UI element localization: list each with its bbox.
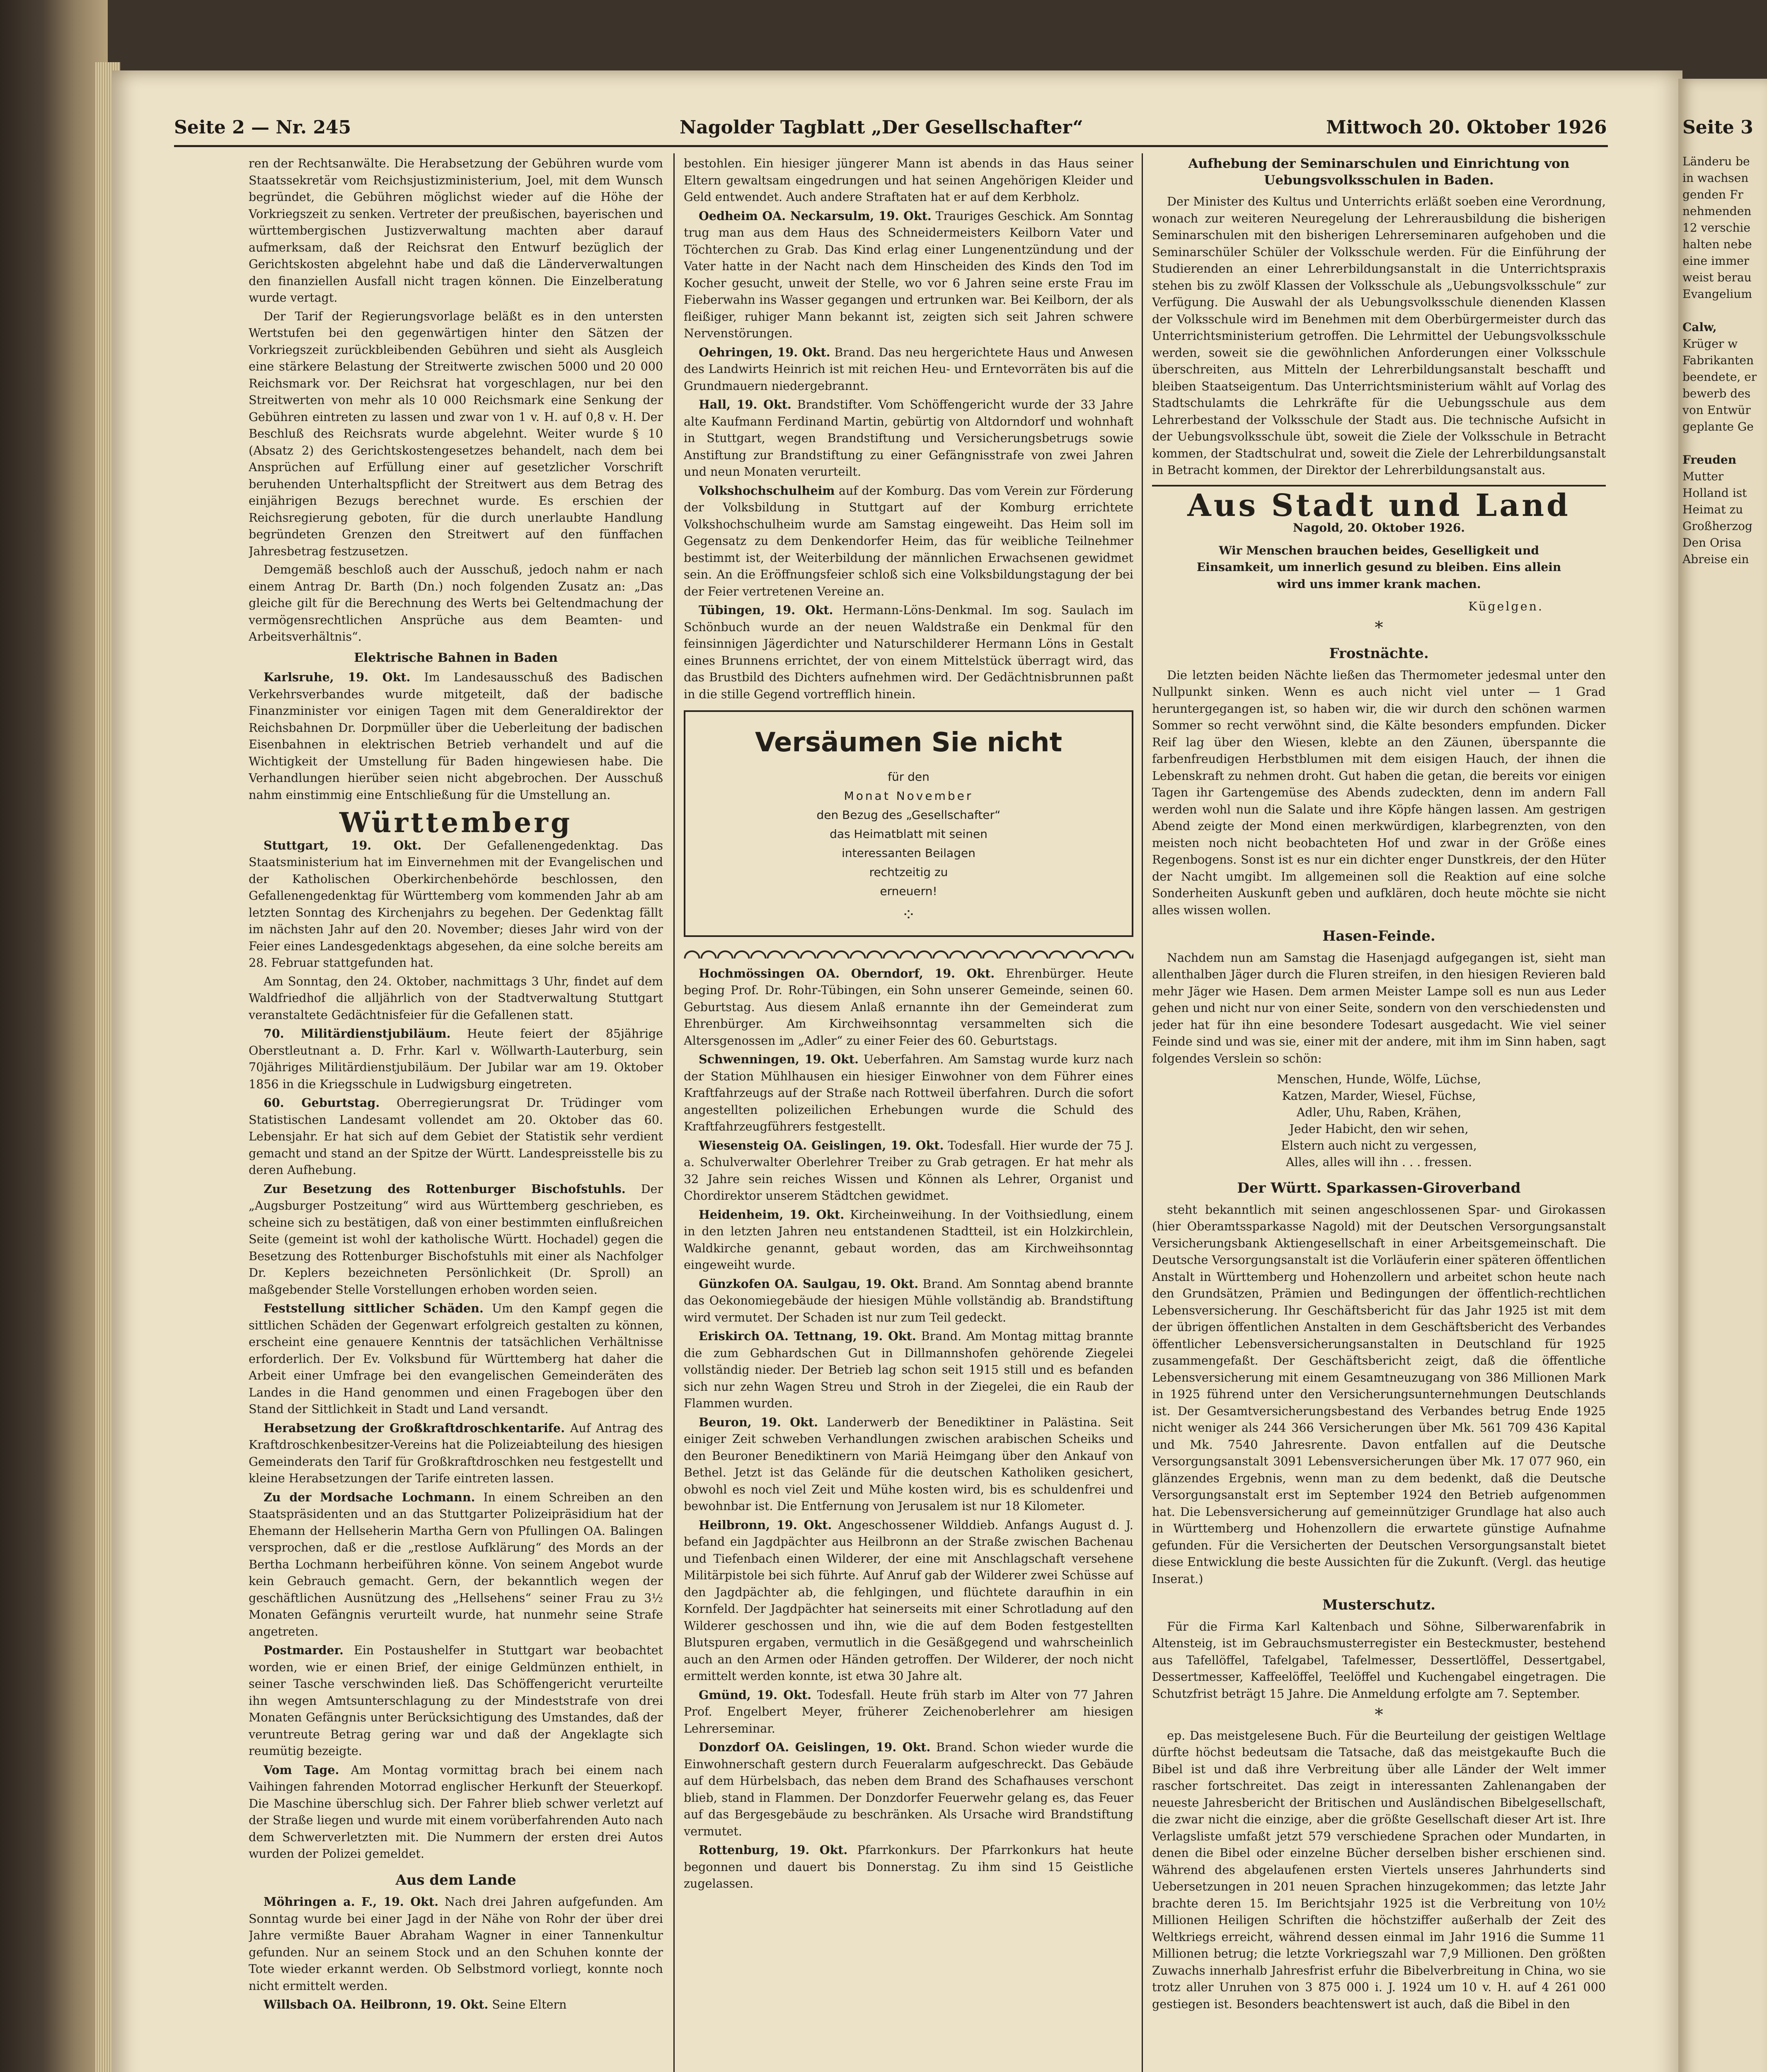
article-lead: Volkshochschulheim — [699, 483, 835, 498]
article-paragraph: Der Minister des Kultus und Unterrichts erläßt soeben eine Verordnung, wonach zur weiteren Neuregelung der Lehrerausbildung die bisherigen Seminarschulen mit den bisherigen Lehrerseminaren aufgehoben und die Seminarschüler Schüler der Volksschule werden. Für die Einführung der Studierenden an einer Lehrerbildungsanstalt in die Unterrichtspraxis stehen bis zu zwölf Klassen der Volksschule als „Uebungsvolksschule“ zur Verfügung. Die Auswahl der als Uebungsvolksschule dienenden Klassen der Volksschule wird im Benehmen mit dem Oberbürgermeister durch das Unterrichtsministerium getroffen. Die Lehrmittel der Uebungsvolksschule werden, soweit sie die gewöhnlichen Anforderungen einer Volksschule überschreiten, aus Mitteln der Lehrerbildungsanstalt beschafft und bleiben Staatseigentum. Das Unterrichtsministerium wählt auf Vorlag des Stadtschulamts die Lehrkräfte für die Uebungsschule aus dem Lehrerbestand der Volksschule der Stadt aus. Die technische Aufsicht in der Uebungsvolksschule übt, soweit die Ziele der Volksschule in Betracht kommen, der Stadtschulrat und, soweit die Ziele der Lehrerbildungsanstalt in Betracht kommen, der Direktor der Lehrerbildungsanstalt aus. — [1152, 195, 1606, 477]
article-lead: Stuttgart, 19. Okt. — [264, 838, 422, 852]
article-paragraph — [249, 1181, 663, 1299]
next-page-text — [1682, 153, 1767, 568]
next-page-line: weist berau — [1682, 271, 1752, 284]
article-lead: Postmarder. — [264, 1643, 344, 1657]
article-body: Im Landesausschuß des Badischen Verkehrsverbandes wurde mitgeteilt, daß der badische Finanzminister vor einigen Tagen mit dem Generaldirektor der Reichsbahnen Dr. Dorpmüller über die Ueberleitung der badischen Eisenbahnen in elektrischen Betrieb verhandelt und auf die Wichtigkeit der Umstellung für Baden hingewiesen habe. Die Verhandlungen hierüber seien nicht abgebrochen. Der Ausschuß nahm einstimmig eine Entschließung für die Umstellung an. — [249, 670, 663, 802]
article-paragraph — [684, 965, 1133, 1050]
section-heading: Elektrische Bahnen in Baden — [354, 650, 558, 665]
article-body: Brand. Das neu hergerichtete Haus und Anwesen des Landwirts Heinrich ist mit reichen Heu- und Erntevorräten bis auf die Grundmauern niedergebrannt. — [684, 345, 1133, 393]
article-lead: Heilbronn, 19. Okt. — [699, 1518, 832, 1532]
article-body: Trauriges Geschick. Am Sonntag trug man aus dem Haus des Schneidermeisters Keilborn Vater und Töchterchen zu Grab. Das Kind erlag einer Lungenentzündung und der Vater hatte in der Nacht nach dem Hinscheiden des Kinds den Tod im Kocher gesucht, unweit der Stelle, wo vor 6 Jahren seine erste Frau im Fieberwahn ins Wasser gegangen und ertrunken war. Bei Keilborn, der als fleißiger, ruhiger Mann bekannt ist, zeigten sich seit Jahren schwere Nervenstörungen. — [684, 209, 1133, 340]
advert-line: Monat November — [844, 789, 973, 803]
column-3 — [1152, 155, 1606, 2072]
article-body: Brand. Schon wieder wurde die Einwohnerschaft gestern durch Feueralarm aufgeschreckt. Das Gebäude auf dem Hürbelsbach, das neben dem Brand des Schafhauses verschont blieb, stand in Flammen. Der Donzdorfer Feuerwehr gelang es, das Feuer auf das Bergesgebäude zu beschränken. Als Ursache wird Brandstiftung vermutet. — [684, 1740, 1133, 1838]
article-body: Pfarrkonkurs. Der Pfarrkonkurs hat heute begonnen und dauert bis Donnerstag. Zu ihm sind 15 Geistliche zugelassen. — [684, 1843, 1133, 1890]
article-paragraph — [249, 1300, 663, 1418]
column-1 — [249, 155, 663, 2072]
article-body: Ein Postaushelfer in Stuttgart war beobachtet worden, wie er einen Brief, der einige Geldmünzen enthielt, in seiner Tasche verschwinden ließ. Das Schöffengericht verurteilte ihn wegen Amtsunterschlagung zu der Mindeststrafe von drei Monaten Gefängnis unter Berücksichtigung des Umstandes, daß der veruntreute Betrag gering war und daß der Angeklagte sich reumütig bezeigte. — [249, 1644, 663, 1758]
issue-date: Mittwoch 20. Oktober 1926 — [1326, 117, 1607, 138]
article-lead: Willsbach OA. Heilbronn, 19. Okt. — [264, 1997, 489, 2011]
section-heading: Frostnächte. — [1329, 645, 1429, 662]
article-body: Ehrenbürger. Heute beging Prof. Dr. Rohr-Tübingen, ein Sohn unserer Gemeinde, seinen 60. Geburtstag. Aus diesem Anlaß ernannte ihn der Gemeinderat zum Ehrenbürger. Am Kirchweihsonntag versammelten sich die Altersgenossen im „Adler“ zu einer Feier des 60. Geburtstags. — [684, 966, 1133, 1048]
next-page-line: Länderu be — [1682, 155, 1750, 168]
epigraph: Wir Menschen brauchen beides, Geselligkeit und Einsamkeit, um innerlich gesund zu bleiben. Eins allein wird uns immer krank machen. — [1196, 543, 1561, 591]
next-page-line — [1682, 303, 1767, 319]
article-paragraph — [249, 837, 663, 972]
article-paragraph — [249, 1762, 663, 1863]
article-lead: Schwenningen, 19. Okt. — [699, 1052, 859, 1066]
article-body: Heute feiert der 85jährige Oberstleutnant a. D. Frhr. Karl v. Wöllwarth-Lauterburg, sein 70jähriges Militärdienstjubiläum. Der Jubilar war am 19. Oktober 1856 in die Kriegsschule in Ludwigsburg eingetreten. — [249, 1027, 663, 1091]
article-lead: Vom Tage. — [264, 1762, 339, 1777]
poem-line: Adler, Uhu, Raben, Krähen, — [1296, 1106, 1462, 1119]
article-body: In einem Schreiben an den Staatspräsidenten und an das Stuttgarter Polizeipräsidium hat der Ehemann der Hellseherin Martha Gern von Pfullingen OA. Balingen versprochen, daß er die „restlose Aufklärung“ des Mords an der Bertha Lochmann herbeiführen könne. Von seinem Angebot wurde kein Gebrauch gemacht. Gern, der bekanntlich wegen der geschäftlichen Ausnützung des „Hellsehens“ seiner Frau zu 3½ Monaten Gefängnis verurteilt wurde, hat nunmehr seine Strafe angetreten. — [249, 1490, 663, 1639]
article-body: Seine Eltern — [488, 1998, 567, 2011]
region-heading: Württemberg — [339, 806, 573, 839]
article-lead: Wiesensteig OA. Geislingen, 19. Okt. — [699, 1138, 944, 1152]
next-page-line: Großherzog — [1682, 519, 1752, 533]
article-lead: 60. Geburtstag. — [264, 1096, 380, 1110]
next-page-line: eine immer — [1682, 254, 1750, 268]
section-rule — [1152, 485, 1606, 487]
article-lead: Hall, 19. Okt. — [699, 397, 792, 411]
article-paragraph — [249, 669, 663, 804]
article-body: Landerwerb der Benediktiner in Palästina. Seit einiger Zeit schweben Verhandlungen zwischen arabischen Scheiks und den Beuroner Benediktinern von Mariä Heimgang über den Ankauf von Bethel. Jetzt ist das Gelände für die deutschen Katholiken gesichert, obwohl es noch viel Zeit und Mühe kosten wird, bis es schuldenfrei und bewohnbar ist. Die Entfernung von Jerusalem ist nur 18 Kilometer. — [684, 1415, 1133, 1513]
article-lead: Hochmössingen OA. Oberndorf, 19. Okt. — [699, 966, 995, 980]
article-lead: Karlsruhe, 19. Okt. — [264, 670, 411, 684]
section-heading: Der Württ. Sparkassen-Giroverband — [1237, 1180, 1521, 1196]
article-lead: Heidenheim, 19. Okt. — [699, 1207, 845, 1222]
next-page-line: in wachsen — [1682, 171, 1749, 185]
article-body: Todesfall. Heute früh starb im Alter von 77 Jahren Prof. Engelbert Meyer, früherer Zeichenoberlehrer am hiesigen Lehrerseminar. — [684, 1688, 1133, 1736]
article-paragraph: Am Sonntag, den 24. Oktober, nachmittags 3 Uhr, findet auf dem Waldfriedhof die alljährlich von der Stadtverwaltung Stuttgart veranstaltete Gedächtnisfeier für die Gefallenen statt. — [249, 974, 663, 1022]
local-news-heading: Aus Stadt und Land — [1187, 487, 1571, 523]
article-body: Oberregierungsrat Dr. Trüdinger vom Statistischen Landesamt vollendet am 20. Oktober das 60. Lebensjahr. Er hat sich auf dem Gebiet der Statistik sehr verdient gemacht und stand an der Spitze der Württ. Landespreisstelle bis zu deren Aufhebung. — [249, 1096, 663, 1177]
next-page-line: halten nebe — [1682, 237, 1752, 251]
next-page-line: genden Fr — [1682, 188, 1743, 201]
article-lead: Möhringen a. F., 19. Okt. — [264, 1895, 439, 1909]
article-lead: 70. Militärdienstjubiläum. — [264, 1026, 451, 1041]
article-body: Brand. Am Montag mittag brannte die zum Gebhardschen Gut in Dillmannshofen gehörende Ziegelei vollständig nieder. Der Betrieb lag schon seit 1915 still und es befanden sich nur zehn Wagen Streu und Stroh in der Ziegelei, die ein Raub der Flammen wurden. — [684, 1329, 1133, 1410]
article-paragraph — [684, 1328, 1133, 1412]
page-number: Seite 2 — Nr. 245 — [174, 117, 351, 138]
article-lead: Tübingen, 19. Okt. — [699, 603, 833, 617]
next-page-line: Abreise ein — [1682, 552, 1749, 566]
article-lead: Zu der Mordsache Lochmann. — [264, 1490, 475, 1504]
article-paragraph — [249, 1642, 663, 1760]
article-lead: Donzdorf OA. Geislingen, 19. Okt. — [699, 1740, 931, 1754]
article-lead: Gmünd, 19. Okt. — [699, 1687, 812, 1702]
separator-star: * — [1375, 1705, 1383, 1724]
dateline-text: Nagold, 20. Oktober 1926. — [1293, 521, 1465, 535]
next-page-line: Den Orisa — [1682, 536, 1742, 549]
article-paragraph — [684, 482, 1133, 600]
article-paragraph — [684, 1517, 1133, 1685]
article-body: Der Gefallenengedenktag. Das Staatsministerium hat im Einvernehmen mit der Evangelischen und der Katholischen Oberkirchenbehörde beschlossen, den Gefallenengedenktag für Württemberg vom kommenden Jahr ab am letzten Sonntag des Kirchenjahrs zu begehen. Der Gedenktag fällt im nächsten Jahr auf den 20. November; dieses Jahr wird von der Feier eines Landesgedenktags abgesehen, da eine solche bereits am 28. Februar stattgefunden hat. — [249, 838, 663, 970]
article-body: Nach drei Jahren aufgefunden. Am Sonntag wurde bei einer Jagd in der Nähe von Rohr der über drei Jahre vermißte Bauer Abraham Wagner in einer Tannenkultur gefunden. Nur an seinem Stock und an den Schuhen konnte der Tote wieder erkannt werden. Ob Selbstmord vorliegt, konnte noch nicht ermittelt werden. — [249, 1895, 663, 1993]
article-body: Um den Kampf gegen die sittlichen Schäden der Gegenwart erfolgreich gestalten zu können, erscheint eine genauere Kenntnis der tatsächlichen Verhältnisse erforderlich. Der Ev. Volksbund für Württemberg hat daher die Arbeit einer Umfrage bei den evangelischen Gemeinderäten des Landes in die Hand genommen und einen Fragebogen über den Stand der Sittlichkeit in Stadt und Land versandt. — [249, 1302, 663, 1416]
header-rule — [174, 145, 1608, 147]
advert-line: den Bezug des „Gesellschafter“ — [816, 808, 1001, 822]
article-paragraph — [249, 1025, 663, 1093]
next-page-edge — [1678, 79, 1767, 2072]
article-paragraph: Für die Firma Karl Kaltenbach und Söhne, Silberwarenfabrik in Altensteig, ist im Gebrauchsmusterregister ein Besteckmuster, bestehend aus Tafellöffel, Tafelgabel, Tafelmesser, Dessertlöffel, Dessertgabel, Dessertmesser, Kaffeelöffel, Teelöffel und Kuchengabel eingetragen. Die Schutzfrist beträgt 15 Jahre. Die Anmeldung erfolgte am 7. September. — [1152, 1619, 1606, 1701]
article-paragraph — [684, 1206, 1133, 1274]
next-page-line — [1682, 435, 1767, 452]
next-page-line: Freuden — [1682, 453, 1737, 467]
article-body: Am Montag vormittag brach bei einem nach Vaihingen fahrenden Motorrad englischer Herkunft der Steuerkopf. Die Maschine überschlug sich. Der Fahrer blieb schwer verletzt auf der Straße liegen und wurde mit einem vorüberfahrenden Auto nach dem Schwerverletzten mit. Die Nummern der ersten drei Autos wurden der Polizei gemeldet. — [249, 1763, 663, 1861]
article-body: Hermann-Löns-Denkmal. Im sog. Saulach im Schönbuch wurde an der neuen Waldstraße ein Denkmal für den feinsinnigen Jägerdichter und Naturschilderer Hermann Löns in Gestalt eines Brunnens errichtet, der von einem Mittelstück überragt wird, das das Brustbild des Dichters aufnehmen wird. Der Gedächtnisbrunnen paßt in die stille Gegend vortrefflich hinein. — [684, 603, 1133, 701]
poem-line: Alles, alles will ihn . . . fressen. — [1286, 1155, 1472, 1169]
article-paragraph — [684, 602, 1133, 703]
section-heading: Musterschutz. — [1322, 1597, 1435, 1613]
article-paragraph — [684, 1687, 1133, 1738]
article-lead: Feststellung sittlicher Schäden. — [264, 1301, 484, 1315]
article-paragraph: ep. Das meistgelesene Buch. Für die Beurteilung der geistigen Weltlage dürfte höchst bedeutsam die Tatsache, daß das meistgekaufte Buch die Bibel ist und daß ihre Verbreitung über alle Länder der Welt immer rascher fortschreitet. Das zeigt in interessanten Zahlenangaben der neueste Jahresbericht der Britischen und Ausländischen Bibelgesellschaft, die zwar nicht die einzige, aber die größte Gesellschaft dieser Art ist. Ihre Verlagsliste umfaßt jetzt 579 verschiedene Sprachen oder Mundarten, in denen die Bibel oder einzelne Bücher derselben bisher erschienen sind. Während des abgelaufenen ersten Viertels unseres Jahrhunderts sind Uebersetzungen in 201 neuen Sprachen hinzugekommen; das letzte Jahr brachte deren 15. Im Berichtsjahr 1925 ist die Verbreitung von 10½ Millionen Heiligen Schriften die höchstziffer außerhalb der Zeit des Weltkriegs erreicht, während dessen einmal im Jahr 1916 die Summe 11 Millionen betrug; die letzte Vorkriegszahl war 7,9 Millionen. Den größten Zuwachs innerhalb Jahresfrist erfuhr die Bibelverbreitung in China, wo sie trotz aller Unruhen von 3 875 000 i. J. 1924 um 10 v. H. auf 4 261 000 gestiegen ist. Besonders beachtenswert ist auch, daß die Bibel in den — [1152, 1728, 1606, 2011]
section-heading: Aus dem Lande — [395, 1871, 516, 1888]
book-spine-edge — [0, 0, 108, 2072]
advert-title: Versäumen Sie nicht — [755, 727, 1063, 758]
next-page-line: Fabrikanten — [1682, 353, 1754, 367]
epigraph-author: Kügelgen. — [1468, 600, 1544, 613]
article-paragraph — [249, 1489, 663, 1641]
advert-line: für den — [888, 770, 929, 784]
article-body: Ueberfahren. Am Samstag wurde kurz nach der Station Mühlhausen ein hiesiger Einwohner von dem Führer eines Kraftfahrzeugs auf der Straße nach Rottweil überfahren. Durch die sofort angestellten polizeilichen Erhebungen wurde die Schuld des Kraftfahrzeugführers festgestellt. — [684, 1053, 1133, 1133]
next-page-line: Heimat zu — [1682, 503, 1743, 516]
next-page-line: Mutter — [1682, 470, 1724, 483]
decorative-wave-border — [684, 942, 1133, 959]
newspaper-title: Nagolder Tagblatt „Der Gesellschafter“ — [680, 117, 1083, 138]
poem-line: Katzen, Marder, Wiesel, Füchse, — [1282, 1089, 1476, 1103]
column-2 — [684, 155, 1133, 2072]
article-lead: Oehringen, 19. Okt. — [699, 345, 830, 359]
article-lead: Eriskirch OA. Tettnang, 19. Okt. — [699, 1329, 916, 1343]
column-divider — [673, 153, 675, 2072]
next-page-line: geplante Ge — [1682, 420, 1754, 433]
separator-star: * — [1375, 618, 1383, 637]
article-paragraph — [684, 1051, 1133, 1135]
article-paragraph: Der Tarif der Regierungsvorlage beläßt es in den untersten Wertstufen bei den gegenwärtigen hinter den Sätzen der Vorkriegszeit zurückbleibenden Gebühren und sieht als Ausgleich eine stärkere Belastung der Streitwerte zwischen 5000 und 20 000 Reichsmark vor. Der Reichsrat hat vorgeschlagen, nur bei den Streitwerten von mehr als 10 000 Reichsmark eine Senkung der Gebühren eintreten zu lassen und zwar von 1 v. H. auf 0,8 v. H. Der Beschluß des Reichsrats wurde abgelehnt. Weiter wurde § 10 (Absatz 2) des Gerichtskostengesetzes behandelt, nach dem bei Ansprüchen auf Erfüllung einer auf gesetzlicher Vorschrift beruhenden Unterhaltspflicht der Streitwert aus dem Betrag des einjährigen Bezugs berechnet wurde. Es erschien der Reichsregierung geboten, für die durch unerlaubte Handlung begründeten Grenzen den Streitwert auf den fünffachen Jahresbetrag festzusetzen. — [249, 309, 663, 558]
section-heading: Hasen-Feinde. — [1322, 928, 1435, 944]
article-lead: Oedheim OA. Neckarsulm, 19. Okt. — [699, 208, 932, 223]
next-page-line: von Entwür — [1682, 403, 1751, 417]
article-paragraph — [684, 1842, 1133, 1893]
next-page-line: nehmenden — [1682, 204, 1752, 218]
article-paragraph — [249, 1996, 663, 2014]
advert-line: interessanten Beilagen — [842, 846, 975, 860]
advert-line: das Heimatblatt mit seinen — [830, 827, 988, 841]
next-page-line: Holland ist — [1682, 486, 1747, 500]
poem — [1152, 1071, 1606, 1171]
article-paragraph: ren der Rechtsanwälte. Die Herabsetzung der Gebühren wurde vom Staatssekretär vom Reichsjustizministerium, Joel, mit dem Wunsch begründet, die Gebühren möglichst wieder auf die Höhe der Vorkriegszeit zu senken. Vertreter der preußischen, bayerischen und württembergischen Justizverwaltung machten aber darauf aufmerksam, daß der Reichsrat den Entwurf bezüglich der Gerichtskosten abgelehnt habe und daß die Länderverwaltungen den finanziellen Ausfall nicht tragen können. Die Einzelberatung wurde vertagt. — [249, 157, 663, 305]
poem-line: Elstern auch nicht zu vergessen, — [1281, 1139, 1477, 1152]
article-body: Brandstifter. Vom Schöffengericht wurde der 33 Jahre alte Kaufmann Ferdinand Martin, gebürtig von Altdorndorf und wohnhaft in Stuttgart, wegen Brandstiftung und Versicherungsbetrugs sowie Anstiftung zur Brandstiftung zu einer Gefängnisstrafe von zwei Jahren und neun Monaten verurteilt. — [684, 398, 1133, 479]
article-lead: Rottenburg, 19. Okt. — [699, 1843, 848, 1857]
article-paragraph: Demgemäß beschloß auch der Ausschuß, jedoch nahm er nach einem Antrag Dr. Barth (Dn.) noch folgenden Zusatz an: „Das gleiche gilt für die Berechnung des Werts bei Geltendmachung der vermögensrechtlichen Ansprüche aus dem Beamten- und Arbeitsverhältnis“. — [249, 563, 663, 644]
next-page-line: Krüger w — [1682, 337, 1738, 351]
article-body: Der „Augsburger Postzeitung“ wird aus Württemberg geschrieben, es scheine sich zu bestätigen, daß von einer bestimmten einflußreichen Seite (gemeint ist wohl der katholische Württ. Hochadel) gegen die Besetzung des Rottenburger Bischofstuhls mit einer als Nachfolger Dr. Keplers bezeichneten Persönlichkeit (Dr. Sproll) an maßgebender Stelle Vorstellungen erhoben worden seien. — [249, 1182, 663, 1297]
article-lead: Herabsetzung der Großkraftdroschkentarife. — [264, 1421, 565, 1435]
advert-line: erneuern! — [880, 884, 937, 898]
article-body: Angeschossener Wilddieb. Anfangs August d. J. befand ein Jagdpächter aus Heilbronn an der Straße zwischen Bachenau und Tiefenbach einen Wilderer, der eine mit Anschlagschaft versehene Militärpistole bei sich führte. Auf Anruf gab der Wilderer zwei Schüsse auf den Jagdpächter ab, die fehlgingen, und flüchtete daraufhin in ein Kornfeld. Der Jagdpächter hat seinerseits mit einer Schrotladung auf den Wilderer geschossen und ihn, wie die auf dem Boden festgestellten Blutspuren ergaben, vermutlich in die Gesäßgegend und wahrscheinlich auch an den Armen oder Händen getroffen. Der Wilderer, der noch nicht ermittelt werden konnte, ist etwa 30 Jahre alt. — [684, 1518, 1133, 1683]
article-paragraph — [249, 1893, 663, 1995]
subscription-advert — [684, 710, 1133, 937]
next-page-header: Seite 3 — [1682, 117, 1753, 138]
article-paragraph: Die letzten beiden Nächte ließen das Thermometer jedesmal unter den Nullpunkt sinken. Wenn es auch nicht viel unter — 1 Grad heruntergegangen ist, so haben wir, die wir durch den schönen warmen Sommer so recht verwöhnt sind, die Kälte besonders empfunden. Dicker Reif lag über den Wiesen, klebte an den Zäunen, überspannte die farbenfreudigen Herbstblumen mit dem eisigen Hauch, der ihnen die Lebenskraft zu nehmen droht. Gut haben die getan, die bereits vor einigen Tagen ihr Gartengemüse des Abends zudeckten, denn im andern Fall werden wohl nun die Salate und ihre Köpfe hängen lassen. Am gestrigen Abend zeigte der Mond einen merkwürdigen, klarbegrenzten, von den meisten noch nicht beobachteten Hof und zwar in der Größe eines Regenbogens. Sonst ist es nur ein dichter enger Dunstkreis, der den Hüter der Nacht umgibt. Im allgemeinen soll die Reaktion auf eine solche Sonderheiten Auskunft geben und aufklären, doch heute möchte sie nicht alles wissen wollen. — [1152, 668, 1606, 917]
next-page-line: 12 verschie — [1682, 221, 1750, 235]
next-page-line: Evangelium — [1682, 287, 1752, 301]
article-paragraph — [249, 1094, 663, 1179]
article-paragraph — [684, 1414, 1133, 1515]
article-headline: Aufhebung der Seminarschulen und Einrichtung von Uebungsvolksschulen in Baden. — [1188, 156, 1570, 188]
article-body: Kircheinweihung. In der Voithsiedlung, einem in den letzten Jahren neu entstandenen Stadtteil, ist ein Holzkirchlein, Waldkirche genannt, gebaut worden, das am Kirchweihsonntag eingeweiht wurde. — [684, 1208, 1133, 1272]
article-paragraph — [684, 1739, 1133, 1840]
advert-line: rechtzeitig zu — [869, 865, 948, 879]
article-lead: Beuron, 19. Okt. — [699, 1415, 818, 1429]
article-body: Brand. Am Sonntag abend brannte das Oekonomiegebäude der hiesigen Mühle vollständig ab. Brandstiftung wird vermutet. Der Schaden ist nur zum Teil gedeckt. — [684, 1277, 1133, 1324]
ornament-icon: ⁘ — [901, 905, 916, 925]
article-paragraph — [684, 396, 1133, 481]
article-paragraph: steht bekanntlich mit seinen angeschlossenen Spar- und Girokassen (hier Oberamtssparkasse Nagold) mit der Deutschen Versorgungsanstalt Versicherungsbank Aktiengesellschaft in einer Arbeitsgemeinschaft. Die Deutsche Versorgungsanstalt ist die Vorläuferin einer späteren öffentlichen Anstalt in Württemberg und Hohenzollern und arbeitet schon heute nach den Grundsätzen, Prämien und Bedingungen der öffentlich-rechtlichen Lebensversicherung. Ihr Geschäftsbericht für das Jahr 1925 ist mit dem der übrigen öffentlichen Anstalten in dem Geschäftsbericht des Verbandes öffentlicher Lebensversicherungsanstalten in Deutschland für 1925 zusammengefaßt. Der Geschäftsbericht zeigt, daß die öffentliche Lebensversicherung mit einem Gesamtneuzugang von 386 Millionen Mark in 1925 führend unter den Versicherungsunternehmungen Deutschlands ist. Der Gesamtversicherungsbestand des Verbandes betrug Ende 1925 nicht weniger als 244 366 Versicherungen über Mk. 561 709 436 Kapital und Mk. 7540 Jahresrente. Davon entfallen auf die Deutsche Versorgungsanstalt 3091 Lebensversicherungen über Mk. 17 077 960, ein glänzendes Ergebnis, wenn man zu dem bedenkt, daß die Deutsche Versorgungsanstalt erst im September 1924 den Betrieb aufgenommen hat. Die Lebensversicherung auf gemeinnütziger Grundlage hat also auch in Württemberg und Hohenzollern die erwartete günstige Aufnahme gefunden. Für die Versicherten der Deutschen Versorgungsanstalt bietet diese Entwicklung die beste Aussichten für die Zukunft. (Vergl. das heutige Inserat.) — [1152, 1203, 1606, 1586]
article-lead: Günzkofen OA. Saulgau, 19. Okt. — [699, 1276, 919, 1291]
page-header — [174, 117, 1608, 146]
article-paragraph — [249, 1420, 663, 1487]
article-paragraph — [684, 344, 1133, 395]
article-paragraph: bestohlen. Ein hiesiger jüngerer Mann ist abends in das Haus seiner Eltern gewaltsam eingedrungen und hat seinen Angehörigen Kleider und Geld entwendet. Auch andere Straftaten hat er auf dem Kerbholz. — [684, 157, 1133, 204]
article-body: Auf Antrag des Kraftdroschkenbesitzer-Vereins hat die Polizeiabteilung des hiesigen Gemeinderats den Tarif für Großkraftdroschken neu festgestellt und kleine Herabsetzungen der Tarife eintreten lassen. — [249, 1421, 663, 1485]
article-paragraph: Nachdem nun am Samstag die Hasenjagd aufgegangen ist, sieht man allenthalben Jäger durch die Fluren streifen, in den hiesigen Revieren bald mehr Jäger wie Hasen. Dem armen Meister Lampe soll es nun aus Leder gehen und nicht nur von einer Seite, sondern von den verschiedensten und jeder hat für ihn eine besondere Todesart ausgedacht. Wie viel seiner Feinde sind und was sie, einer mit der andere, mit ihm im Sinn haben, sagt folgendes Verslein so schön: — [1152, 951, 1606, 1065]
article-body: Todesfall. Hier wurde der 75 J. a. Schulverwalter Oberlehrer Treiber zu Grab getragen. Er hat mehr als 32 Jahre sein reiches Wissen und Können als Lehrer, Organist und Chordirektor unserem Städtchen gewidmet. — [684, 1138, 1133, 1203]
next-page-line: Calw, — [1682, 320, 1717, 334]
article-body: auf der Komburg. Das vom Verein zur Förderung der Volksbildung in Stuttgart auf der Komburg errichtete Volkshochschulheim wurde am Samstag eingeweiht. Das Heim soll im Gegensatz zu dem Denkendorfer Heim, das für weibliche Teilnehmer bestimmt ist, der Weiterbildung der männlichen Erwachsenen gewidmet sein. An die Eröffnungsfeier schloß sich eine Volksbildungstagung der bei der Feier vertretenen Vereine an. — [684, 484, 1133, 598]
article-paragraph — [684, 1276, 1133, 1326]
next-page-line: beendete, er — [1682, 370, 1757, 384]
poem-line: Menschen, Hunde, Wölfe, Lüchse, — [1277, 1072, 1481, 1086]
column-divider — [1142, 153, 1143, 2072]
article-paragraph — [684, 208, 1133, 342]
article-lead: Zur Besetzung des Rottenburger Bischofstuhls. — [264, 1181, 626, 1196]
next-page-line: bewerb des — [1682, 387, 1751, 400]
poem-line: Jeder Habicht, den wir sehen, — [1289, 1122, 1469, 1136]
article-paragraph — [684, 1137, 1133, 1205]
